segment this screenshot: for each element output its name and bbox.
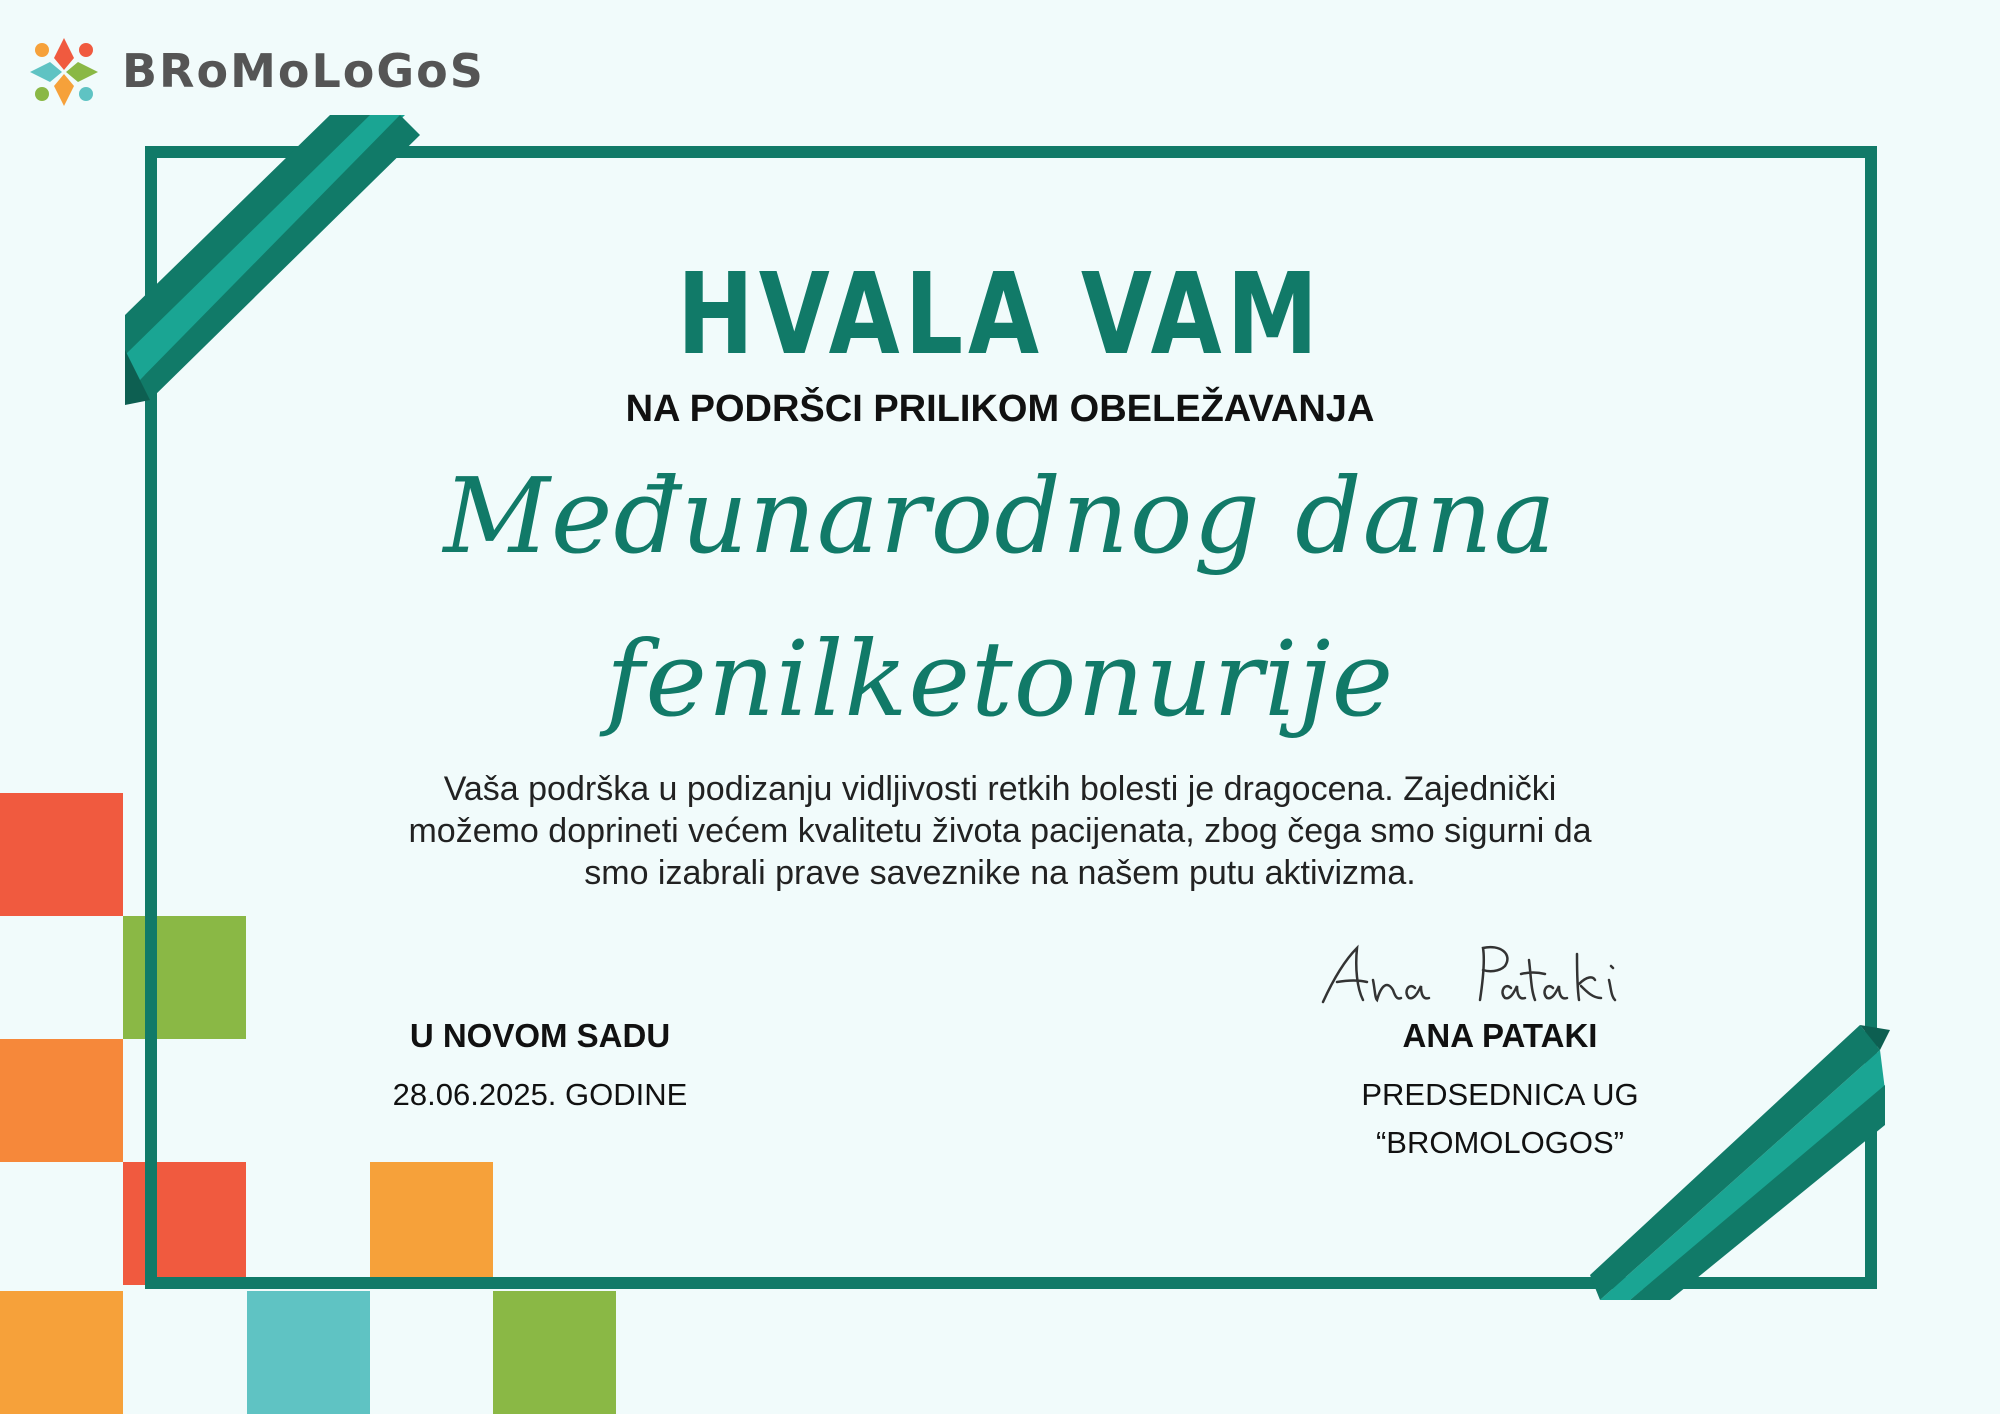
- logo: [22, 30, 502, 120]
- body-line: možemo doprineti većem kvalitetu života pacijenata, zbog čega smo sigurni da: [408, 812, 1592, 850]
- event-name-line-2: fenilketonurije: [605, 618, 1395, 740]
- logo-text: BRoMoLoGoS: [122, 44, 485, 98]
- date-label: 28.06.2025. GODINE: [392, 1077, 688, 1112]
- signer-role-line: PREDSEDNICA UG: [1361, 1077, 1639, 1112]
- certificate-subtitle: NA PODRŠCI PRILIKOM OBELEŽAVANJA: [625, 388, 1375, 430]
- signer-name: ANA PATAKI: [1402, 1017, 1598, 1054]
- decor-square-green: [493, 1291, 616, 1414]
- decor-square-red: [0, 793, 123, 916]
- certificate-title: HVALA VAM: [677, 250, 1323, 380]
- event-name-line-1: Međunarodnog dana: [443, 455, 1557, 577]
- signer-role-line: “BROMOLOGOS”: [1375, 1125, 1624, 1160]
- decor-square-teal: [247, 1291, 370, 1414]
- decor-square-orange: [0, 1291, 123, 1414]
- body-text: [240, 768, 1760, 894]
- handwritten-signature: [1315, 940, 1685, 1010]
- logo-mark-icon: [22, 30, 106, 114]
- place-label: U NOVOM SADU: [409, 1017, 671, 1054]
- decor-square-orange: [0, 1039, 123, 1162]
- body-line: smo izabrali prave saveznike na našem putu aktivizma.: [584, 854, 1416, 892]
- signer-role: [1290, 1071, 1710, 1167]
- body-line: Vaša podrška u podizanju vidljivosti retkih bolesti je dragocena. Zajednički: [443, 770, 1557, 808]
